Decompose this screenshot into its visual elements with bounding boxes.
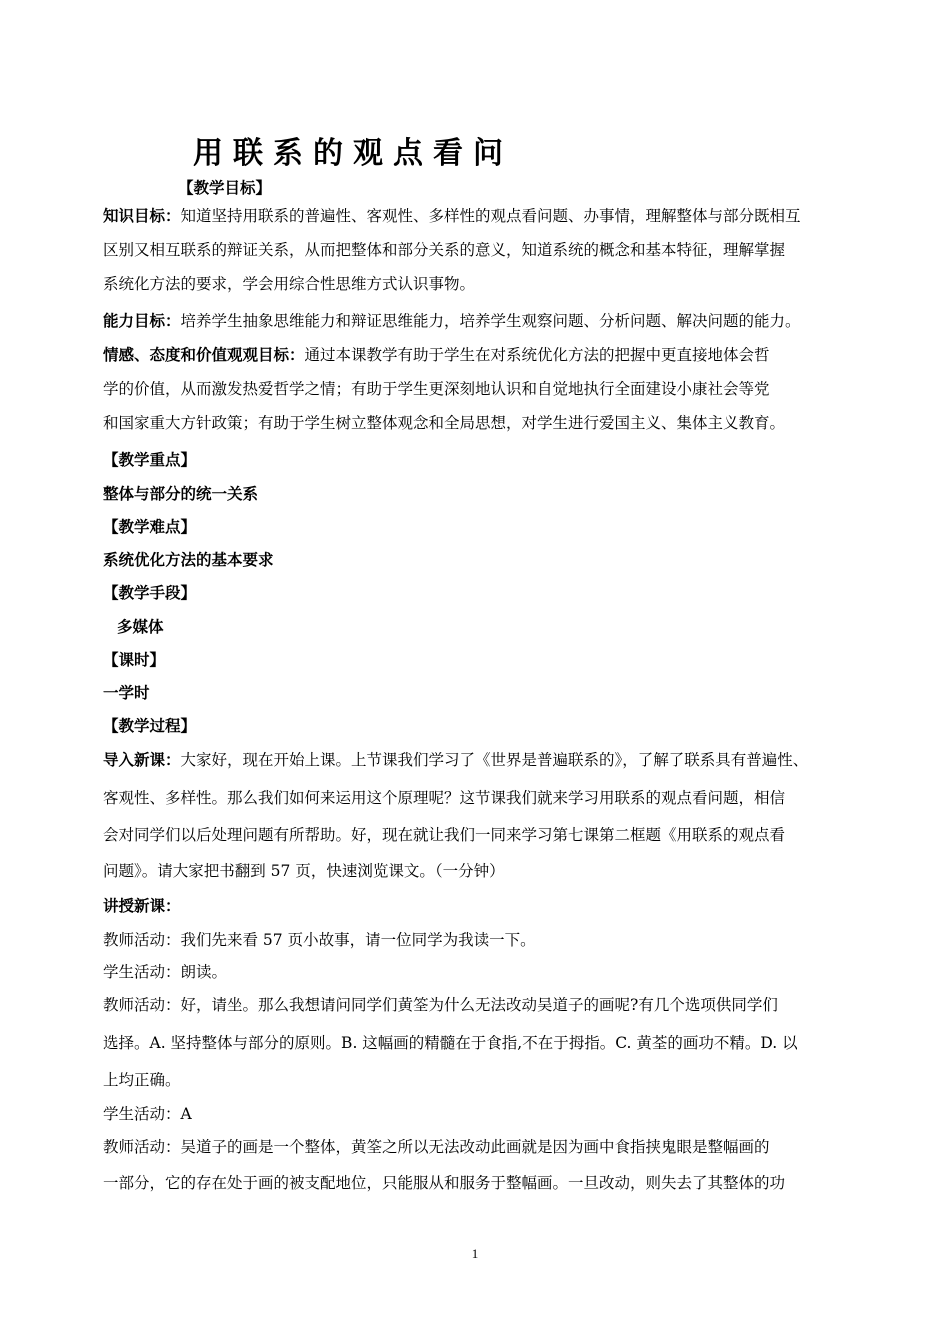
emotion-goal-line-2: 学的价值，从而激发热爱哲学之情；有助于学生更深刻地认识和自觉地执行全面建设小康社会等党 (103, 380, 770, 398)
emotion-goal-label: 情感、态度和价值观观目标： (103, 346, 305, 364)
ability-goal-text: 培养学生抽象思维能力和辩证思维能力，培养学生观察问题、分析问题、解决问题的能力。 (180, 312, 801, 330)
student-activity-2: 学生活动：A (103, 1105, 192, 1123)
ability-goal-line-1 (103, 311, 801, 331)
class-period-heading: 【课时】 (103, 651, 166, 669)
intro-line-1 (103, 750, 808, 770)
knowledge-goal-label: 知识目标： (103, 207, 181, 225)
page-number: 1 (471, 1246, 479, 1261)
ability-goal-label: 能力目标： (103, 312, 181, 330)
key-point-heading: 【教学重点】 (103, 451, 197, 469)
knowledge-goal-line-2: 区别又相互联系的辩证关系，从而把整体和部分关系的意义，知道系统的概念和基本特征，理解掌握 (103, 241, 786, 259)
student-activity-1: 学生活动：朗读。 (103, 963, 228, 981)
teacher-activity-3-line-2: 一部分，它的存在处于画的被支配地位，只能服从和服务于整幅画。一旦改动，则失去了其整体的功 (103, 1174, 786, 1192)
class-period-text: 一学时 (103, 684, 150, 702)
teacher-activity-3-line-1: 教师活动：吴道子的画是一个整体，黄筌之所以无法改动此画就是因为画中食指挟鬼眼是整幅画的 (103, 1138, 770, 1156)
teaching-process-heading: 【教学过程】 (103, 717, 197, 735)
document-title: 用联系的观点看问 (193, 136, 513, 171)
teacher-activity-1: 教师活动：我们先来看 57 页小故事，请一位同学为我读一下。 (103, 931, 536, 949)
knowledge-goal-line-1 (103, 206, 801, 226)
intro-line-4: 问题》。请大家把书翻到 57 页，快速浏览课文。（一分钟） (103, 862, 505, 880)
difficult-point-heading: 【教学难点】 (103, 518, 197, 536)
knowledge-goal-text: 知道坚持用联系的普遍性、客观性、多样性的观点看问题、办事情，理解整体与部分既相互 (180, 207, 801, 225)
teacher-activity-2-line-1: 教师活动：好，请坐。那么我想请问同学们黄筌为什么无法改动吴道子的画呢?有几个选项供同学们 (103, 996, 778, 1014)
teacher-activity-2-line-2: 选择。A. 坚持整体与部分的原则。B. 这幅画的精髓在于食指,不在于拇指。C. 黄荃的画功不精。D. 以 (103, 1034, 798, 1052)
emotion-goal-text: 通过本课教学有助于学生在对系统优化方法的把握中更直接地体会哲 (304, 346, 770, 364)
intro-text: 大家好，现在开始上课。上节课我们学习了《世界是普遍联系的》，了解了联系具有普遍性、 (180, 751, 809, 769)
knowledge-goal-line-3: 系统化方法的要求，学会用综合性思维方式认识事物。 (103, 275, 476, 293)
intro-line-2: 客观性、多样性。那么我们如何来运用这个原理呢？这节课我们就来学习用联系的观点看问题，相信 (103, 789, 786, 807)
teacher-activity-2-line-3: 上均正确。 (103, 1071, 181, 1089)
teaching-means-heading: 【教学手段】 (103, 584, 197, 602)
intro-label: 导入新课： (103, 751, 181, 769)
intro-line-3: 会对同学们以后处理问题有所帮助。好，现在就让我们一同来学习第七课第二框题《用联系的观点看 (103, 826, 786, 844)
teaching-means-text: 多媒体 (117, 618, 164, 636)
new-lesson-label: 讲授新课： (103, 897, 181, 915)
goals-heading: 【教学目标】 (178, 179, 272, 197)
emotion-goal-line-3: 和国家重大方针政策；有助于学生树立整体观念和全局思想，对学生进行爱国主义、集体主义教育。 (103, 414, 786, 432)
emotion-goal-line-1 (103, 345, 770, 365)
difficult-point-text: 系统优化方法的基本要求 (103, 551, 274, 569)
key-point-text: 整体与部分的统一关系 (103, 485, 259, 503)
